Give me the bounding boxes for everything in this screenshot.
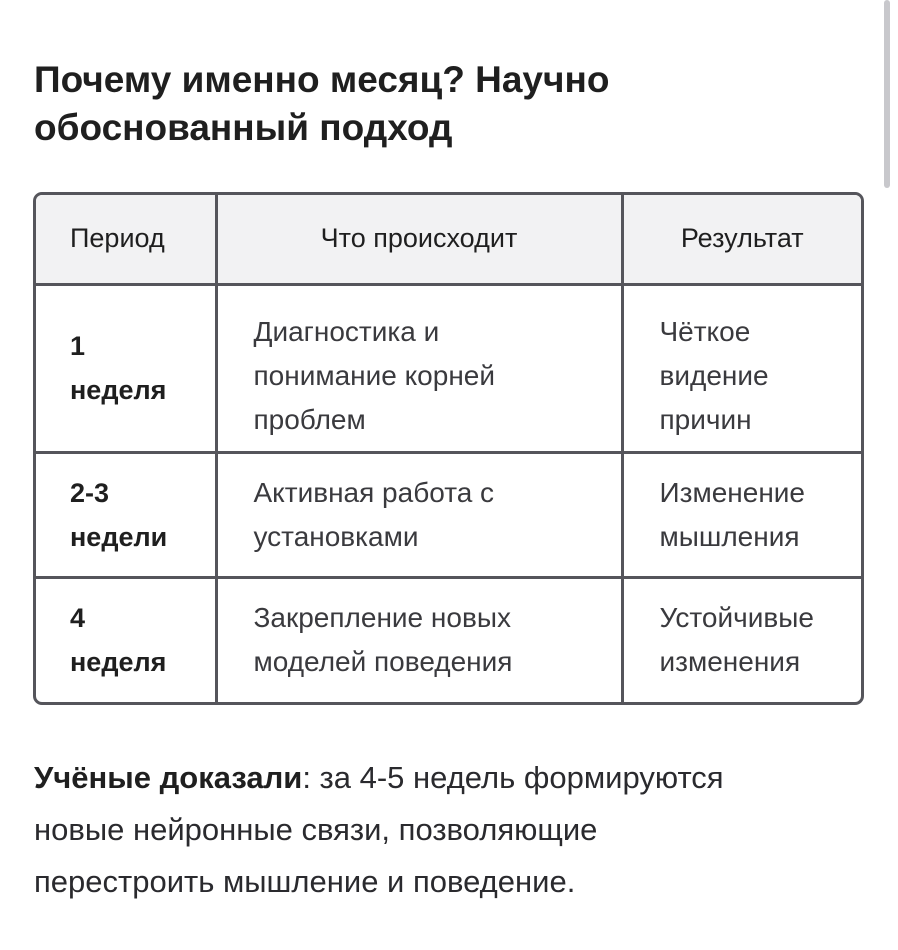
period-cell <box>36 452 216 577</box>
what-line: проблем <box>253 403 366 435</box>
period-unit: неделя <box>70 375 167 405</box>
result-cell <box>622 452 861 577</box>
page-title <box>34 56 834 152</box>
evidence-lead: Учёные доказали <box>34 760 303 795</box>
result-line: видение <box>659 359 769 391</box>
result-line: мышления <box>659 520 800 552</box>
evidence-text-line-1: : за 4-5 недель формируются <box>302 760 724 795</box>
page-title-line-1: Почему именно месяц? Научно <box>34 59 610 100</box>
header-result: Результат <box>622 195 861 284</box>
period-number: 1 <box>70 331 86 361</box>
header-what-happens: Что происходит <box>216 195 622 284</box>
evidence-paragraph <box>34 752 874 908</box>
result-line: Изменение <box>659 476 805 508</box>
what-cell <box>216 284 622 452</box>
period-cell <box>36 577 216 702</box>
result-line: Чёткое <box>659 315 751 347</box>
scrollbar[interactable] <box>884 0 890 188</box>
table-row <box>36 452 861 577</box>
schedule-table <box>33 192 864 705</box>
what-cell <box>216 452 622 577</box>
evidence-text-line-2: новые нейронные связи, позволяющие <box>34 812 598 847</box>
result-cell <box>622 577 861 702</box>
what-line: Закрепление новых <box>253 602 511 634</box>
what-line: понимание корней <box>253 359 495 391</box>
what-line: моделей поведения <box>253 646 513 678</box>
period-unit: недели <box>70 521 168 552</box>
result-cell <box>622 284 861 452</box>
result-line: изменения <box>659 646 801 678</box>
page-title-line-2: обоснованный подход <box>34 107 453 148</box>
table-row <box>36 577 861 702</box>
period-cell <box>36 284 216 452</box>
what-line: Активная работа с <box>253 476 495 508</box>
what-line: установками <box>253 520 419 552</box>
period-number: 4 <box>70 603 86 634</box>
result-line: Устойчивые <box>659 602 814 634</box>
evidence-text-line-3: перестроить мышление и поведение. <box>34 864 576 899</box>
result-line: причин <box>659 403 752 435</box>
header-period: Период <box>36 195 216 284</box>
period-unit: неделя <box>70 647 167 678</box>
what-cell <box>216 577 622 702</box>
table-row <box>36 284 861 452</box>
table-header-row <box>36 195 861 284</box>
what-line: Диагностика и <box>253 315 440 347</box>
period-number: 2-3 <box>70 477 110 508</box>
